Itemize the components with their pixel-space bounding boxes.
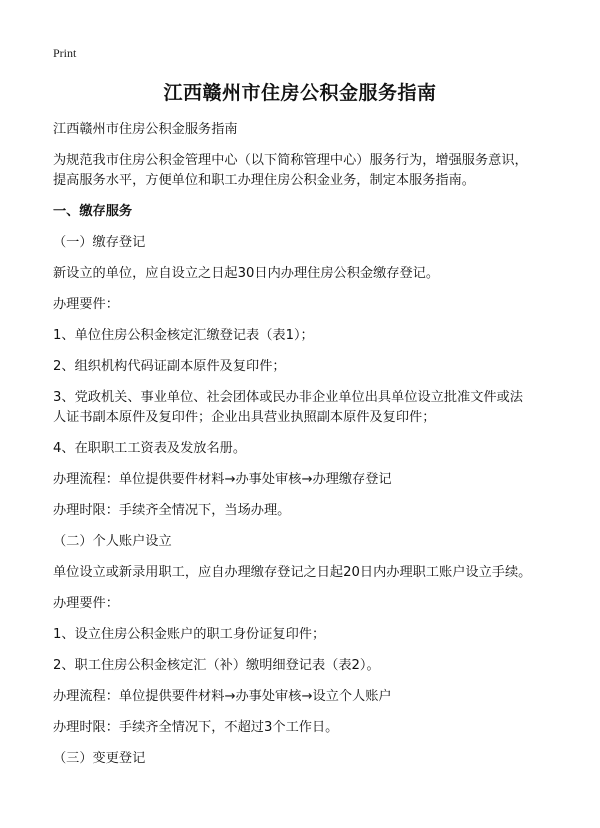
subsection-heading-1: （一）缴存登记 [53, 235, 146, 250]
process-line-2: 办理流程：单位提供要件材料→办事处审核→设立个人账户 [53, 689, 392, 704]
intro-line-1: 为规范我市住房公积金管理中心（以下简称管理中心）服务行为，增强服务意识， [53, 153, 528, 168]
subtitle: 江西赣州市住房公积金服务指南 [53, 122, 238, 137]
requirement-item: 2、组织机构代码证副本原件及复印件； [53, 359, 286, 374]
intro-line-2: 提高服务水平，方便单位和职工办理住房公积金业务，制定本服务指南。 [53, 173, 475, 188]
subsection-desc-2: 单位设立或新录用职工，应自办理缴存登记之日起20日内办理职工账户设立手续。 [53, 565, 532, 580]
subsection-heading-2: （二）个人账户设立 [53, 534, 172, 549]
requirement-item-continued: 人证书副本原件及复印件；企业出具营业执照副本原件及复印件； [53, 410, 436, 425]
requirement-item: 2、职工住房公积金核定汇（补）缴明细登记表（表2）。 [53, 658, 380, 673]
requirements-label-2: 办理要件： [53, 596, 119, 611]
time-limit-line-1: 办理时限：手续齐全情况下，当场办理。 [53, 503, 291, 518]
requirement-item: 1、单位住房公积金核定汇缴登记表（表1）； [53, 328, 314, 343]
requirement-item: 4、在职职工工资表及发放名册。 [53, 441, 247, 456]
subsection-heading-3: （三）变更登记 [53, 751, 146, 766]
page-title: 江西赣州市住房公积金服务指南 [163, 82, 437, 104]
time-limit-line-2: 办理时限：手续齐全情况下，不超过3个工作日。 [53, 720, 339, 735]
section-heading: 一、缴存服务 [53, 204, 133, 219]
process-line-1: 办理流程：单位提供要件材料→办事处审核→办理缴存登记 [53, 472, 392, 487]
requirement-item: 3、党政机关、事业单位、社会团体或民办非企业单位出具单位设立批准文件或法 [53, 390, 523, 405]
requirement-item: 1、设立住房公积金账户的职工身份证复印件； [53, 627, 326, 642]
requirements-label-1: 办理要件： [53, 297, 119, 312]
print-link[interactable]: Print [53, 46, 77, 60]
subsection-desc-1: 新设立的单位，应自设立之日起30日内办理住房公积金缴存登记。 [53, 266, 440, 281]
